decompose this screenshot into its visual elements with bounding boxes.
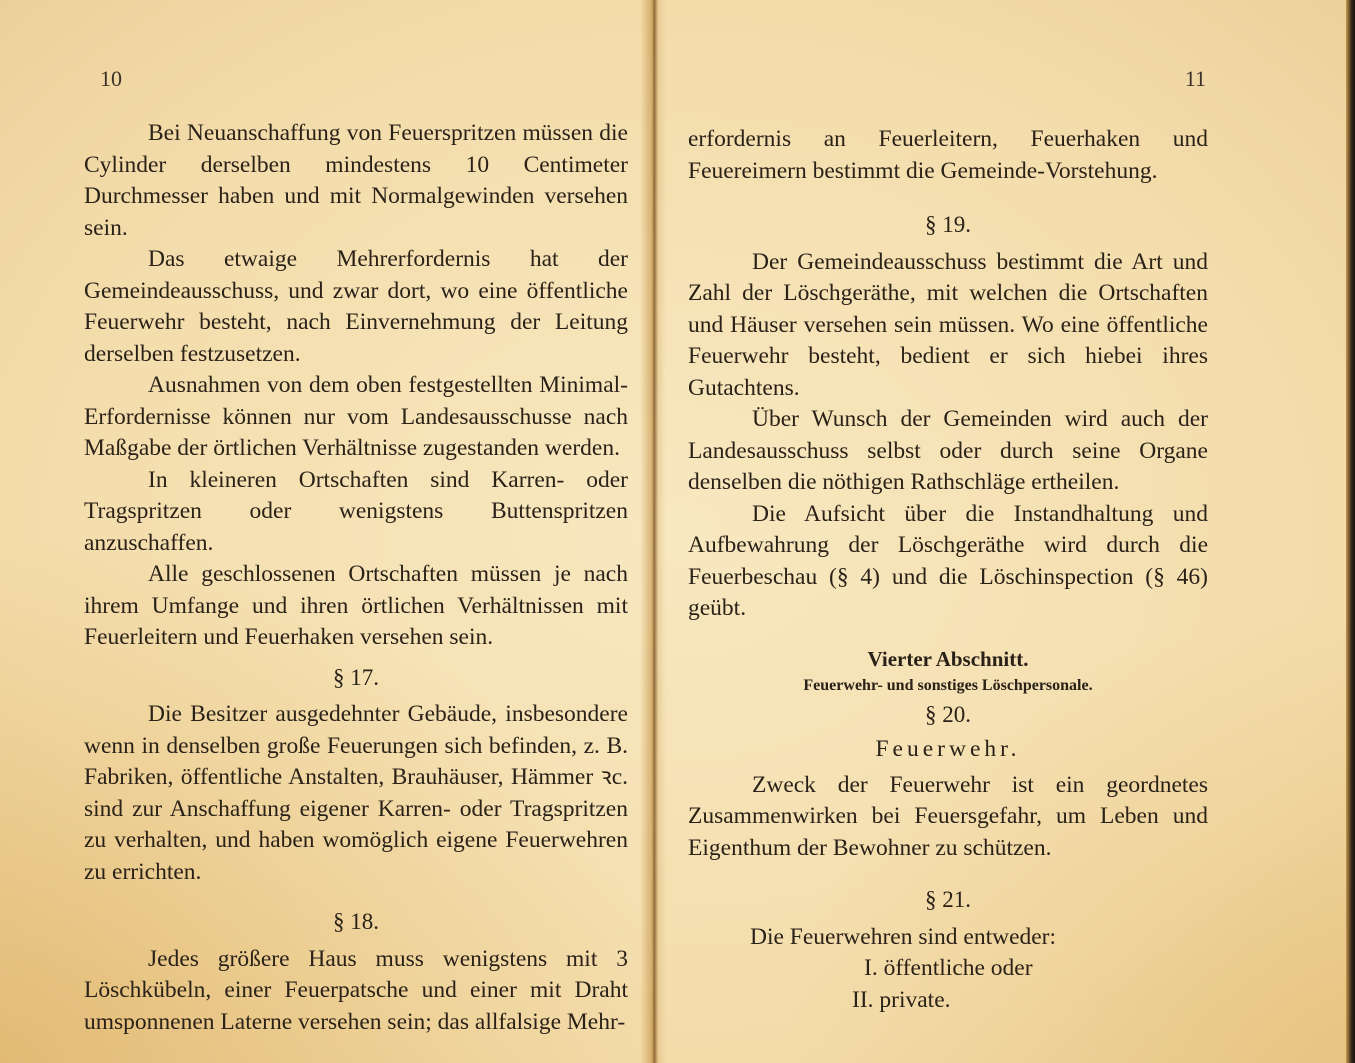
page-edge-shadow: [1346, 0, 1355, 1063]
paragraph: Das etwaige Mehrerfordernis hat der Gemeindeausschuss, und zwar dort, wo eine öffentliche Feuerwehr besteht, nach Einvernehmung der Leitung derselben festzusetzen.: [84, 246, 628, 367]
list-intro: Die Feuerwehren sind entweder:: [750, 923, 1057, 950]
paragraph: Ausnahmen von dem oben festgestellten Minimal-Erfordernisse können nur vom Landesausschusse nach Maßgabe der örtlichen Verhältnisse zugestanden werden.: [84, 372, 628, 461]
chapter-heading: Vierter Abschnitt.: [867, 646, 1029, 671]
section-heading: § 21.: [925, 887, 971, 912]
paragraph: Bei Neuanschaffung von Feuerspritzen müssen die Cylinder derselben mindestens 10 Centimeter Durchmesser haben und mit Normalgewinden versehen sein.: [84, 120, 628, 241]
paragraph: Zweck der Feuerwehr ist ein geordnetes Zusammenwirken bei Feuersgefahr, um Leben und Eigenthum der Bewohner zu schützen.: [688, 771, 1208, 861]
paragraph: Der Gemeindeausschuss bestimmt die Art und Zahl der Löschgeräthe, mit welchen die Ortschaften und Häuser versehen sein müssen. Wo eine öffentliche Feuerwehr besteht, bedient er sich hiebei ihres Gutachtens.: [688, 248, 1208, 401]
section-title: Feuerwehr.: [875, 736, 1021, 762]
right-page: [656, 0, 1346, 1063]
section-heading: § 20.: [925, 701, 971, 727]
right-page-body: [688, 124, 1208, 1016]
section-heading: § 18.: [333, 909, 379, 934]
list-item: I. öffentliche oder: [864, 955, 1033, 981]
paragraph: Über Wunsch der Gemeinden wird auch der Landesausschuss selbst oder durch seine Organe denselben die nöthigen Rathschläge ertheilen.: [688, 406, 1208, 495]
paragraph-continued: erfordernis an Feuerleitern, Feuerhaken und Feuereimern bestimmt die Gemeinde-Vorstehung.: [688, 126, 1208, 184]
left-page-body: [84, 118, 628, 1038]
left-page: [0, 0, 652, 1063]
paragraph: In kleineren Ortschaften sind Karren- oder Tragspritzen oder wenigstens Buttenspritzen anzuschaffen.: [84, 466, 628, 556]
chapter-subheading: Feuerwehr- und sonstiges Löschpersonale.: [803, 676, 1093, 694]
paragraph: Die Besitzer ausgedehnter Gebäude, insbesondere wenn in denselben große Feuerungen sich befinden, z. B. Fabriken, öffentliche Anstalten, Brauhäuser, Hämmer ꝛc. sind zur Anschaffung eigener Karren- oder Tragspritzen zu verhalten, und haben womöglich eigene Feuerwehren zu errichten.: [84, 701, 628, 885]
page-number-right: 11: [1184, 66, 1206, 91]
section-heading: § 17.: [333, 664, 379, 690]
page-number-left: 10: [100, 66, 122, 91]
list-item: II. private.: [852, 986, 951, 1013]
paragraph: Die Aufsicht über die Instandhaltung und Aufbewahrung der Löschgeräthe wird durch die Feuerbeschau (§ 4) und die Löschinspection (§ 46) geübt.: [688, 500, 1208, 621]
paragraph: Alle geschlossenen Ortschaften müssen je nach ihrem Umfange und ihren örtlichen Verhältnissen mit Feuerleitern und Feuerhaken versehen sein.: [84, 561, 628, 650]
section-heading: § 19.: [925, 212, 971, 237]
paragraph: Jedes größere Haus muss wenigstens mit 3 Löschkübeln, einer Feuerpatsche und einer mit Draht umsponnenen Laterne versehen sein; das allfalsige Mehr-: [84, 945, 628, 1035]
